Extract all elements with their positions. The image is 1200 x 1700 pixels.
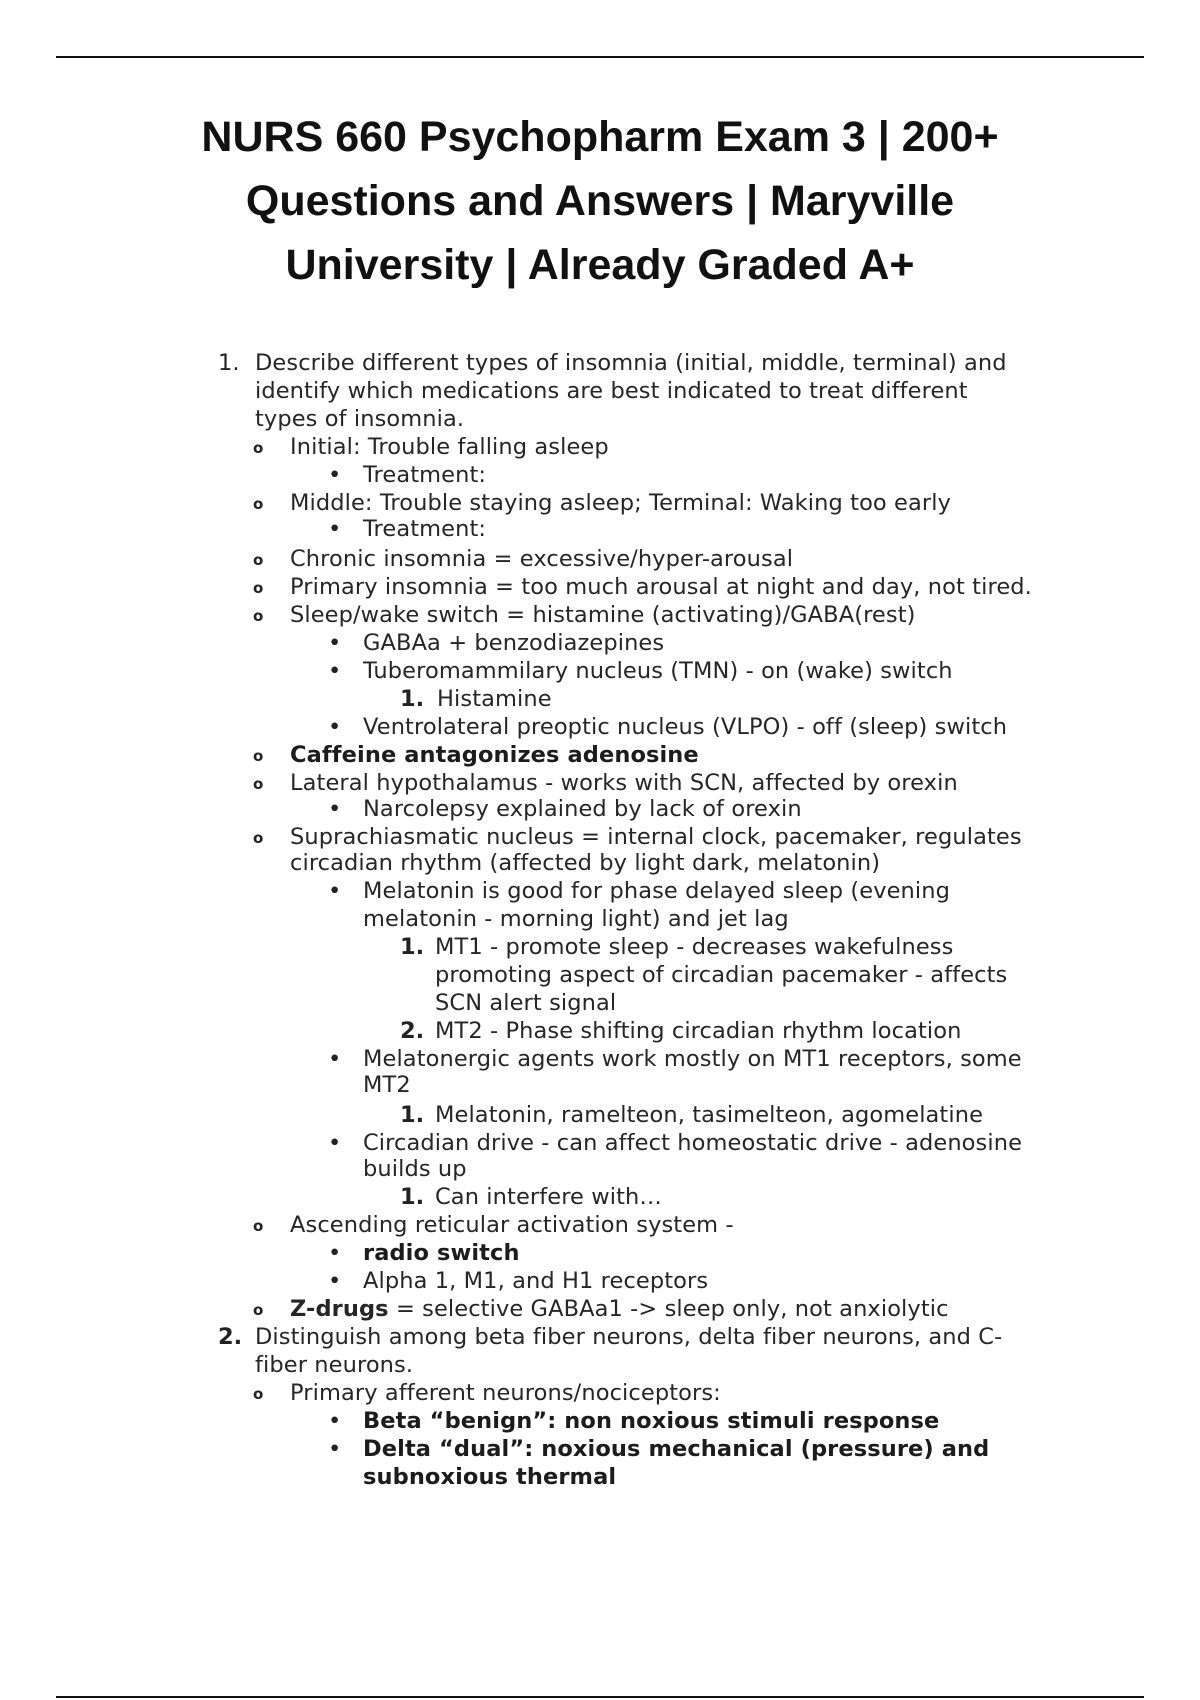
list-item: GABAa + benzodiazepines <box>363 630 665 656</box>
list-item: Middle: Trouble staying asleep; Terminal: Waking too early <box>290 490 952 516</box>
circle-bullet-icon: o <box>253 1301 264 1319</box>
bullet-icon: • <box>328 1046 342 1072</box>
bullet-icon: • <box>328 878 342 904</box>
bullet-icon: • <box>328 658 342 684</box>
list-item <box>290 1295 949 1323</box>
bullet-icon: • <box>328 796 342 822</box>
list-item: Primary insomnia = too much arousal at night and day, not tired. <box>290 574 1032 600</box>
bullet-icon: • <box>328 1408 342 1434</box>
list-item: melatonin - morning light) and jet lag <box>363 906 789 932</box>
circle-bullet-icon: o <box>253 1385 264 1403</box>
list-item: promoting aspect of circadian pacemaker - affects <box>435 962 1008 988</box>
list-item: radio switch <box>363 1240 520 1266</box>
list-item: Beta “benign”: non noxious stimuli response <box>363 1408 940 1434</box>
list-item: Lateral hypothalamus - works with SCN, affected by orexin <box>290 770 958 796</box>
list-number: 1. <box>218 350 240 376</box>
list-item: Tuberomammilary nucleus (TMN) - on (wake) switch <box>363 658 953 684</box>
question-text: identify which medications are best indicated to treat different <box>255 378 968 404</box>
top-rule <box>56 56 1144 58</box>
document-title <box>80 105 1120 297</box>
circle-bullet-icon: o <box>253 439 264 457</box>
list-item: Treatment: <box>363 462 487 488</box>
title-line: NURS 660 Psychopharm Exam 3 | 200+ <box>201 113 999 161</box>
circle-bullet-icon: o <box>253 829 264 847</box>
zdrugs-definition: = selective GABAa1 -> sleep only, not anxiolytic <box>388 1296 949 1322</box>
list-item: Delta “dual”: noxious mechanical (pressure) and <box>363 1436 990 1462</box>
list-item: Melatonin is good for phase delayed sleep (evening <box>363 878 951 904</box>
zdrugs-term: Z-drugs <box>290 1296 389 1322</box>
list-item: MT2 - Phase shifting circadian rhythm location <box>435 1018 962 1044</box>
list-number: 1. <box>400 1102 425 1128</box>
bullet-icon: • <box>328 516 342 542</box>
question-text: types of insomnia. <box>255 406 465 432</box>
bottom-rule <box>56 1696 1144 1698</box>
question-text: Distinguish among beta fiber neurons, delta fiber neurons, and C- <box>255 1324 1003 1350</box>
list-item: Narcolepsy explained by lack of orexin <box>363 796 802 822</box>
list-number: 1. <box>400 1184 425 1210</box>
list-number: 2. <box>400 1018 425 1044</box>
bullet-icon: • <box>328 1130 342 1156</box>
circle-bullet-icon: o <box>253 607 264 625</box>
list-number: 1. <box>400 934 425 960</box>
bullet-icon: • <box>328 1268 342 1294</box>
list-item: subnoxious thermal <box>363 1464 617 1490</box>
circle-bullet-icon: o <box>253 551 264 569</box>
circle-bullet-icon: o <box>253 579 264 597</box>
circle-bullet-icon: o <box>253 775 264 793</box>
circle-bullet-icon: o <box>253 1217 264 1235</box>
list-item: SCN alert signal <box>435 990 617 1016</box>
list-item: Ventrolateral preoptic nucleus (VLPO) - off (sleep) switch <box>363 714 1008 740</box>
title-line: Questions and Answers | Maryville <box>245 177 955 225</box>
list-item: Can interfere with… <box>435 1184 662 1210</box>
list-item: builds up <box>363 1156 467 1182</box>
list-item: circadian rhythm (affected by light dark, melatonin) <box>290 850 881 876</box>
list-item: Caffeine antagonizes adenosine <box>290 742 699 768</box>
title-line: University | Already Graded A+ <box>285 241 915 289</box>
list-number: 2. <box>218 1324 243 1350</box>
list-item: Alpha 1, M1, and H1 receptors <box>363 1268 709 1294</box>
list-item: MT2 <box>363 1072 411 1098</box>
bullet-icon: • <box>328 630 342 656</box>
circle-bullet-icon: o <box>253 495 264 513</box>
list-item: Sleep/wake switch = histamine (activating)/GABA(rest) <box>290 602 916 628</box>
list-item: MT1 - promote sleep - decreases wakefulness <box>435 934 954 960</box>
bullet-icon: • <box>328 1436 342 1462</box>
list-item: Melatonergic agents work mostly on MT1 receptors, some <box>363 1046 1022 1072</box>
list-number: 1. <box>400 686 425 712</box>
list-item: Chronic insomnia = excessive/hyper-arousal <box>290 546 794 572</box>
question-text: Describe different types of insomnia (initial, middle, terminal) and <box>255 350 1007 376</box>
list-item: Primary afferent neurons/nociceptors: <box>290 1380 721 1406</box>
bullet-icon: • <box>328 1240 342 1266</box>
question-text: fiber neurons. <box>255 1352 414 1378</box>
circle-bullet-icon: o <box>253 747 264 765</box>
list-item: Ascending reticular activation system - <box>290 1212 734 1238</box>
bullet-icon: • <box>328 714 342 740</box>
list-item: Treatment: <box>363 516 487 542</box>
bullet-icon: • <box>328 462 342 488</box>
list-item: Melatonin, ramelteon, tasimelteon, agomelatine <box>435 1102 984 1128</box>
list-item: Initial: Trouble falling asleep <box>290 434 609 460</box>
list-item: Suprachiasmatic nucleus = internal clock, pacemaker, regulates <box>290 824 1022 850</box>
list-item: Circadian drive - can affect homeostatic drive - adenosine <box>363 1130 1023 1156</box>
list-item: Histamine <box>437 686 552 712</box>
